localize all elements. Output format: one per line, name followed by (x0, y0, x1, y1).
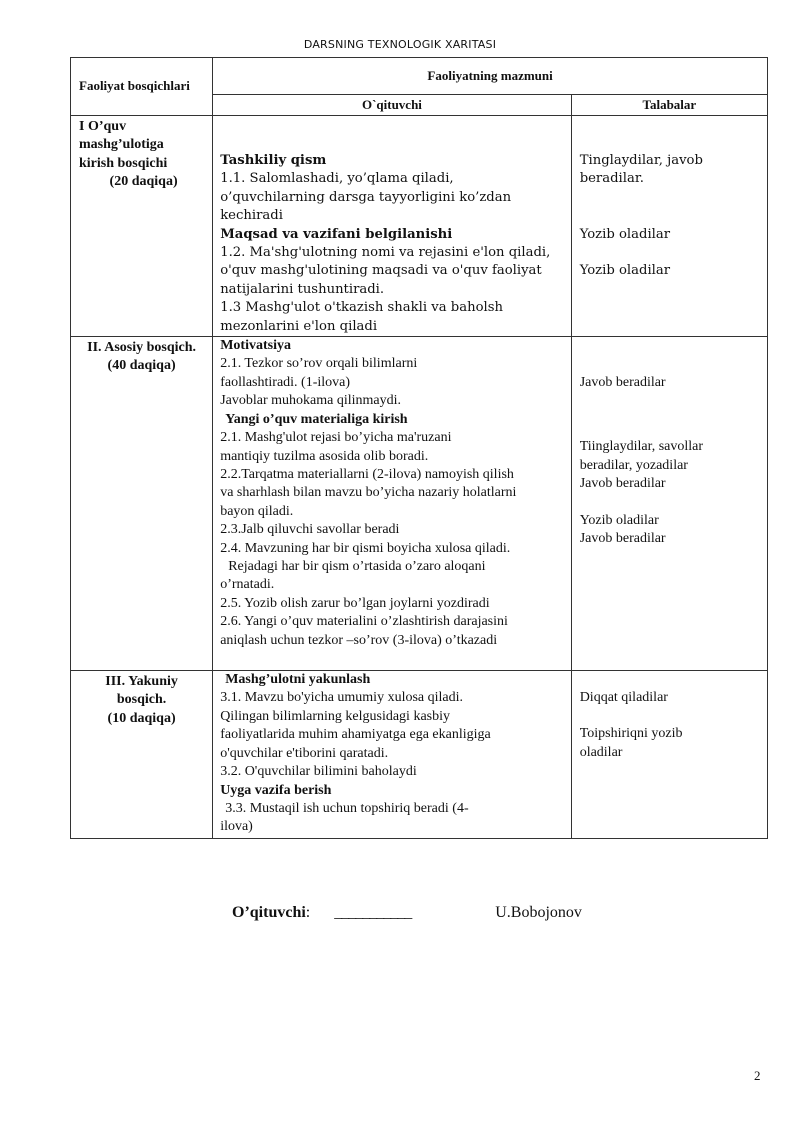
students-cell-intro (571, 116, 767, 337)
student-line: Javob beradilar (579, 531, 666, 547)
student-line: beradilar. (579, 171, 644, 187)
signature-label: O’qituvchi (232, 904, 306, 921)
teacher-cell-final (213, 671, 572, 839)
stage-duration: (10 daqiqa) (107, 710, 176, 726)
teacher-line: 2.1. Mashg'ulot rejasi bo’yicha ma'ruzani (220, 430, 452, 446)
teacher-line: faollashtiradi. (1-ilova) (220, 374, 351, 390)
table-row (71, 671, 768, 839)
table-header-row (71, 58, 768, 95)
teacher-line: o'quv mashg'ulotining maqsadi va o'quv faoliyat (220, 263, 542, 279)
stage-line: I O’quv (79, 119, 127, 134)
student-line: Javob beradilar (579, 476, 666, 492)
teacher-line: o'quvchilar e'tiborini qaratadi. (220, 745, 389, 761)
teacher-line: mezonlarini e'lon qiladi (220, 318, 378, 334)
table-row (71, 337, 768, 671)
section-heading: Uyga vazifa berish (220, 782, 332, 798)
stage-cell-intro (71, 116, 213, 337)
document-title: DARSNING TEXNOLOGIK XARITASI (303, 38, 497, 51)
section-heading: Mashg’ulotni yakunlash (225, 672, 371, 688)
student-line: Tiinglaydilar, savollar (579, 439, 704, 455)
stage-line: mashg’ulotiga (79, 137, 164, 153)
teacher-line: kechiradi (220, 208, 283, 224)
teacher-line: va sharhlash bilan mavzu bo’yicha nazariy holatlarni (220, 485, 517, 501)
header-activity-stages: Faoliyat bosqichlari (71, 58, 213, 116)
stage-cell-final (71, 671, 213, 839)
teacher-line: aniqlash uchun tezkor –so’rov (3-ilova) o’tkazadi (220, 632, 498, 648)
student-line: Diqqat qiladilar (579, 690, 668, 706)
stage-line: III. Yakuniy (105, 674, 178, 690)
stage-duration: (40 daqiqa) (107, 358, 176, 374)
student-line: Tinglaydilar, javob (579, 153, 703, 168)
teacher-line: Qilingan bilimlarning kelgusidagi kasbiy (220, 708, 450, 724)
stage-duration: (20 daqiqa) (109, 174, 178, 190)
signature-colon: : (305, 904, 311, 921)
student-line: Yozib oladilar (579, 226, 671, 242)
teacher-name: U.Bobojonov (495, 904, 582, 921)
teacher-line: 1.2. Ma'shg'ulotning nomi va rejasini e'lon qiladi, (220, 245, 551, 261)
header-teacher: O`qituvchi (213, 95, 572, 116)
student-line: oladilar (579, 744, 623, 760)
student-line: Toipshiriqni yozib (579, 726, 683, 742)
teacher-line: 2.6. Yangi o’quv materialini o’zlashtirish darajasini (220, 614, 508, 630)
students-cell-final (571, 671, 767, 839)
teacher-line: Javoblar muhokama qilinmaydi. (220, 393, 401, 409)
teacher-line: 2.4. Mavzuning har bir qismi boyicha xulosa qiladi. (220, 540, 511, 556)
teacher-cell-main (213, 337, 572, 671)
students-cell-main (571, 337, 767, 671)
teacher-line: 1.3 Mashg'ulot o'tkazish shakli va baholsh (220, 300, 503, 316)
stage-line: bosqich. (116, 692, 167, 708)
student-line: Yozib oladilar (579, 512, 659, 528)
header-activity-content: Faoliyatning mazmuni (213, 58, 768, 95)
section-heading: Maqsad va vazifani belgilanishi (220, 226, 453, 242)
teacher-line: bayon qiladi. (220, 503, 294, 519)
teacher-line: 2.3.Jalb qiluvchi savollar beradi (220, 522, 400, 538)
stage-line: kirish bosqichi (79, 155, 168, 171)
lesson-technology-map-table (70, 57, 768, 839)
teacher-line: Rejadagi har bir qism o’rtasida o’zaro aloqani (228, 558, 486, 574)
teacher-line: natijalarini tushuntiradi. (220, 281, 385, 297)
teacher-signature (232, 904, 582, 922)
teacher-line: 3.3. Mustaqil ish uchun topshiriq beradi (4- (225, 800, 469, 816)
teacher-line: ilova) (220, 819, 253, 835)
teacher-line: faoliyatlarida muhim ahamiyatga ega ekanligiga (220, 727, 491, 743)
header-students: Talabalar (571, 95, 767, 116)
teacher-line: 2.1. Tezkor so’rov orqali bilimlarni (220, 356, 418, 372)
teacher-line: 3.1. Mavzu bo'yicha umumiy xulosa qiladi. (220, 690, 464, 706)
teacher-line: o’quvchilarning darsga tayyorligini ko’zdan (220, 189, 512, 205)
teacher-line: 2.2.Tarqatma materiallarni (2-ilova) namoyish qilish (220, 466, 514, 482)
section-heading: Motivatsiya (220, 338, 291, 354)
student-line: beradilar, yozadilar (579, 457, 688, 473)
section-heading: Tashkiliy qism (220, 153, 327, 168)
stage-line: II. Asosiy bosqich. (87, 340, 197, 356)
teacher-cell-intro (213, 116, 572, 337)
teacher-line: 3.2. O'quvchilar bilimini baholaydi (220, 764, 417, 780)
student-line: Javob beradilar (579, 375, 666, 391)
teacher-line: 2.5. Yozib olish zarur bo’lgan joylarni yozdiradi (220, 595, 490, 611)
student-line: Yozib oladilar (579, 263, 671, 279)
teacher-line: o’rnatadi. (220, 577, 275, 593)
teacher-line: 1.1. Salomlashadi, yo’qlama qiladi, (220, 171, 454, 187)
page-number: 2 (754, 1068, 761, 1083)
teacher-line: mantiqiy tuzilma asosida olib boradi. (220, 448, 429, 464)
section-heading: Yangi o’quv materialiga kirish (225, 411, 408, 427)
stage-cell-main (71, 337, 213, 671)
table-row (71, 116, 768, 337)
signature-line: ___________ (334, 904, 412, 921)
